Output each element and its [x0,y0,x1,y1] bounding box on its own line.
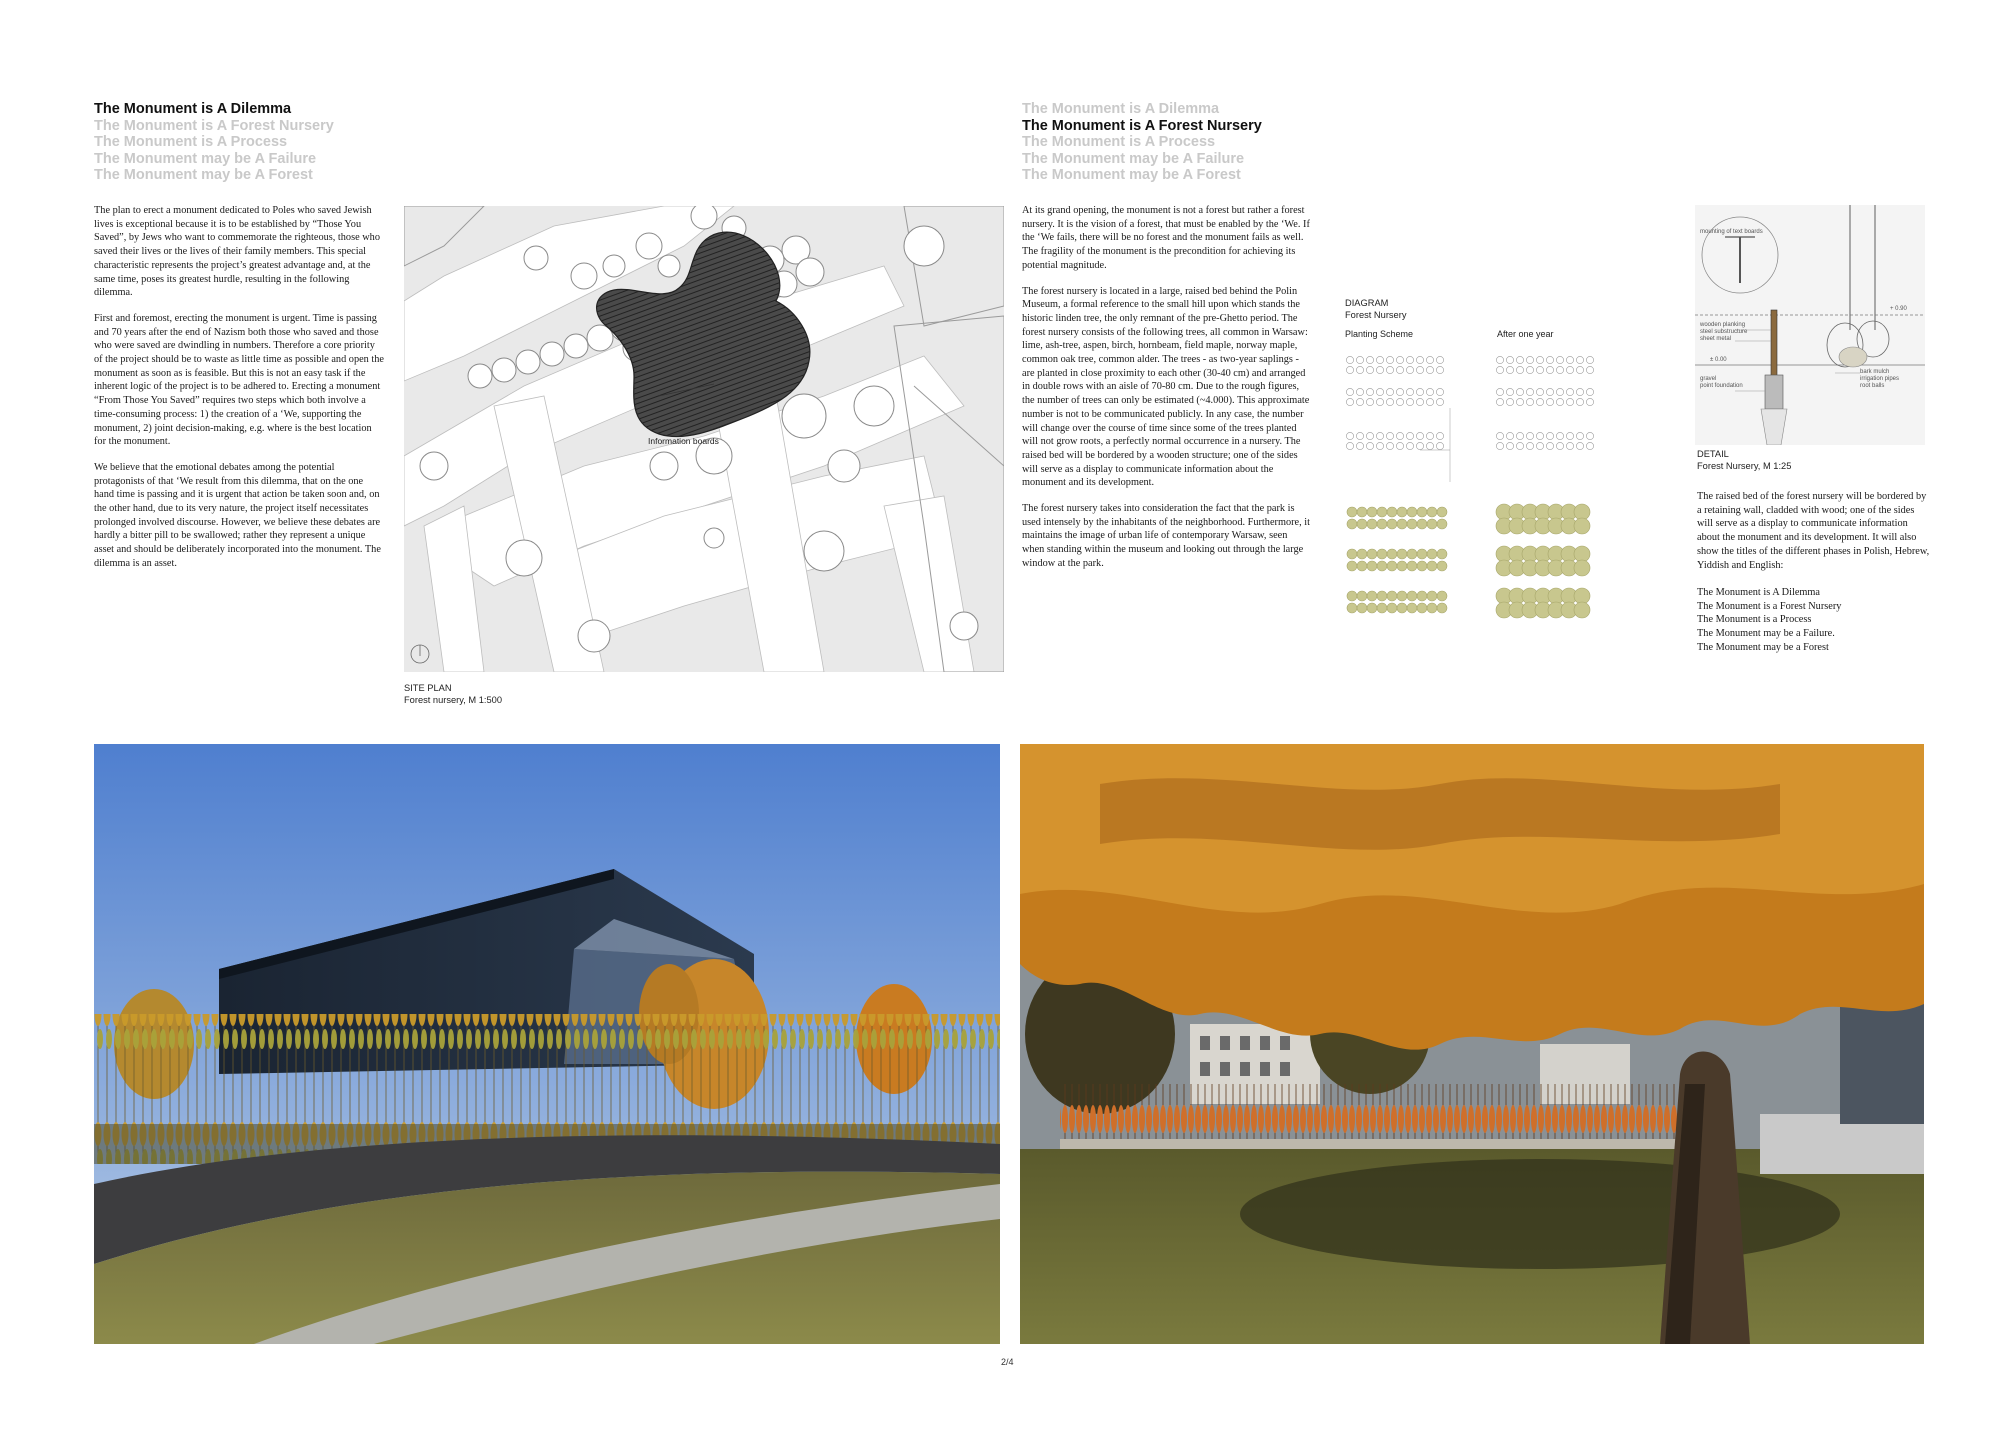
year-sapling [1516,432,1523,439]
scheme-sapling [1406,442,1413,449]
right-phase-4: The Monument may be A Failure [1022,150,1245,167]
year-sapling-filled [1574,546,1590,562]
scheme-sapling-filled [1437,591,1447,601]
right-phase-list [1022,101,1262,184]
left-body-text [94,204,384,583]
detail-phase-list [1697,586,1841,655]
left-phase-list [94,101,334,184]
year-sapling [1496,432,1503,439]
site-plan-caption [404,683,502,706]
scheme-sapling [1346,366,1353,373]
scheme-sapling [1396,388,1403,395]
scheme-sapling-filled [1387,603,1397,613]
scheme-sapling [1346,432,1353,439]
scheme-sapling-filled [1397,603,1407,613]
scheme-sapling-filled [1367,519,1377,529]
scheme-sapling-filled [1397,519,1407,529]
year-sapling [1506,398,1513,405]
scheme-sapling-filled [1417,591,1427,601]
left-paragraph-1: The plan to erect a monument dedicated to Poles who saved Jewish lives is exceptional because it is to be established by “Those You Saved”, by Jews who want to commemorate the righteous, those who saved their lives or the lives of their family members. This special characteristic represents the project’s greatest advantage and, at the same time, poses its greatest hurdle, resulting in the following dilemma. [94,205,380,299]
left-phase-4: The Monument may be A Failure [94,150,317,167]
year-sapling [1526,366,1533,373]
scheme-sapling [1436,398,1443,405]
scheme-sapling-filled [1407,561,1417,571]
scheme-sapling-filled [1387,561,1397,571]
scheme-sapling [1356,366,1363,373]
year-sapling [1536,388,1543,395]
scheme-sapling-filled [1367,603,1377,613]
year-sapling [1536,366,1543,373]
year-sapling [1566,398,1573,405]
scheme-sapling-filled [1407,591,1417,601]
scheme-sapling-filled [1347,603,1357,613]
right-paragraph-3: The forest nursery takes into consideration the fact that the park is used intensely by the inhabitants of the neighborhood. Furthermore, it maintains the image of urban life of contemporary Warsaw, seen when standing within the museum and looking out through the large window at the park. [1022,503,1310,569]
scheme-sapling-filled [1367,507,1377,517]
year-sapling [1566,356,1573,363]
scheme-sapling [1376,442,1383,449]
scheme-sapling [1426,356,1433,363]
scheme-sapling-filled [1347,549,1357,559]
year-sapling [1556,398,1563,405]
scheme-sapling-filled [1387,507,1397,517]
scheme-sapling [1396,432,1403,439]
scheme-sapling [1366,432,1373,439]
scheme-sapling-filled [1417,507,1427,517]
year-sapling [1526,356,1533,363]
scheme-sapling-filled [1397,507,1407,517]
year-sapling [1516,442,1523,449]
detail-label-level-zero: ± 0.00 [1710,357,1727,363]
year-sapling [1566,442,1573,449]
detail-label-gravel: gravel [1700,376,1717,382]
scheme-sapling [1346,388,1353,395]
year-sapling [1506,442,1513,449]
scheme-sapling [1406,366,1413,373]
scheme-sapling-filled [1357,603,1367,613]
scheme-sapling-filled [1347,561,1357,571]
scheme-sapling [1366,388,1373,395]
scheme-sapling [1396,356,1403,363]
scheme-sapling-filled [1367,591,1377,601]
page-number: 2/4 [1001,1357,1014,1367]
year-sapling [1586,356,1593,363]
scheme-sapling-filled [1397,591,1407,601]
year-sapling [1496,356,1503,363]
year-sapling [1556,356,1563,363]
diagram-title: DIAGRAM [1345,298,1389,308]
scheme-sapling-filled [1387,549,1397,559]
year-sapling-filled [1574,518,1590,534]
scheme-sapling [1376,398,1383,405]
year-sapling [1526,442,1533,449]
scheme-sapling [1376,432,1383,439]
scheme-sapling-filled [1427,549,1437,559]
scheme-sapling-filled [1357,591,1367,601]
year-sapling [1496,388,1503,395]
scheme-sapling-filled [1417,549,1427,559]
year-sapling [1546,398,1553,405]
scheme-sapling [1376,388,1383,395]
detail-phase-2: The Monument is a Forest Nursery [1697,600,1842,612]
year-sapling [1556,388,1563,395]
left-phase-2: The Monument is A Forest Nursery [94,117,334,134]
scheme-sapling [1346,398,1353,405]
scheme-sapling-filled [1397,561,1407,571]
scheme-sapling-filled [1417,603,1427,613]
right-body-text [1022,204,1312,583]
scheme-sapling [1366,366,1373,373]
year-sapling [1546,366,1553,373]
scheme-sapling [1386,432,1393,439]
scheme-sapling-filled [1437,507,1447,517]
detail-paragraph: The raised bed of the forest nursery will be bordered by a retaining wall, cladded with wood; one of the sides will serve as a display to communicate information about the monument and its development. It will also show the titles of the different phases in Polish, Hebrew, Yiddish and English: [1697,491,1930,571]
scheme-sapling-filled [1437,603,1447,613]
scheme-sapling [1426,388,1433,395]
year-sapling [1586,442,1593,449]
year-sapling [1496,442,1503,449]
scheme-sapling-filled [1397,549,1407,559]
scheme-sapling-filled [1347,519,1357,529]
right-phase-2: The Monument is A Forest Nursery [1022,117,1262,134]
scheme-sapling-filled [1437,549,1447,559]
scheme-sapling-filled [1427,561,1437,571]
detail-title: DETAIL [1697,449,1729,459]
scheme-sapling [1376,366,1383,373]
scheme-sapling-filled [1387,591,1397,601]
detail-label-mulch: bark mulch [1860,369,1890,375]
scheme-sapling [1386,388,1393,395]
detail-phase-5: The Monument may be a Forest [1697,641,1829,653]
scheme-sapling-filled [1407,549,1417,559]
scheme-sapling-filled [1427,519,1437,529]
year-sapling [1536,398,1543,405]
scheme-sapling-filled [1427,507,1437,517]
year-sapling [1556,432,1563,439]
scheme-sapling-filled [1387,519,1397,529]
scheme-sapling [1426,366,1433,373]
scheme-sapling-filled [1367,561,1377,571]
scheme-sapling [1406,356,1413,363]
planting-diagram-marks [1346,356,1593,618]
rendering-museum-view [94,744,1000,1344]
scheme-sapling [1426,442,1433,449]
rendering-tree-view [1020,744,1924,1344]
scheme-sapling [1346,356,1353,363]
scheme-sapling-filled [1407,507,1417,517]
scheme-sapling [1416,388,1423,395]
detail-label-steel: steel substructure [1700,329,1748,335]
scheme-sapling [1356,398,1363,405]
scheme-sapling [1406,432,1413,439]
scheme-sapling [1386,398,1393,405]
detail-caption [1697,449,1791,472]
scheme-sapling [1386,366,1393,373]
year-sapling [1506,432,1513,439]
scheme-sapling [1416,442,1423,449]
detail-subtitle: Forest Nursery, M 1:25 [1697,460,1792,471]
scheme-sapling [1366,398,1373,405]
detail-label-foundation: point foundation [1700,383,1743,389]
scheme-sapling [1386,356,1393,363]
scheme-sapling-filled [1357,549,1367,559]
right-phase-3: The Monument is A Process [1022,134,1216,150]
diagram-subtitle: Forest Nursery [1345,309,1407,320]
scheme-sapling-filled [1347,591,1357,601]
scheme-sapling [1406,398,1413,405]
year-sapling [1506,356,1513,363]
detail-phase-4: The Monument may be a Failure. [1697,628,1835,640]
scheme-sapling-filled [1377,591,1387,601]
scheme-sapling [1356,356,1363,363]
detail-label-mounting: mounting of text boards [1700,229,1763,235]
scheme-sapling-filled [1347,507,1357,517]
scheme-sapling-filled [1377,507,1387,517]
scheme-sapling [1366,356,1373,363]
detail-label-level-top: + 0.90 [1890,306,1907,312]
year-sapling [1516,366,1523,373]
right-paragraph-2: The forest nursery is located in a large, raised bed behind the Polin Museum, a formal reference to the small hill upon which stands the historic linden tree, the only remnant of the pre-Ghetto period. The forest nursery consists of the following trees, all common in Warsaw: lime, ash-tree, aspen, birch, hornbeam, field maple, norway maple, common oak tree, common alder. The trees - as two-year saplings - are planted in close proximity to each other (30-40 cm) and arranged in double rows with an aisle of 70-80 cm. Due to the rough figures, the number of trees can only be estimated (~4.000). This approximate number is not to be communicated publicly. In any case, the number will change over the course of time since some of the trees planted will not grow roots, a perfectly normal occurrence in a nursery. The raised bed will be bordered by a wooden structure; one of the sides will serve as a display to communicate information about the monument and its development. [1022,285,1310,489]
year-sapling [1546,442,1553,449]
year-sapling [1546,432,1553,439]
year-sapling [1576,356,1583,363]
year-sapling [1536,356,1543,363]
left-phase-3: The Monument is A Process [94,134,288,150]
scheme-sapling-filled [1427,591,1437,601]
scheme-sapling-filled [1437,561,1447,571]
left-paragraph-3: We believe that the emotional debates among the potential protagonists of that ‘We result from this dilemma, that on the one hand time is passing and it is urgent that action be taken soon and, on the other hand, due to its very nature, the project itself necessitates prolonged involved discourse. However, we believe these debates are hardly a bitter pill to be swallowed; rather they represent a unique asset and should be deliberately incorporated into the monument. The dilemma is an asset. [94,461,381,569]
scheme-sapling [1426,432,1433,439]
detail-body-text [1697,490,1932,584]
year-sapling-filled [1574,602,1590,618]
year-sapling [1586,366,1593,373]
year-sapling [1566,432,1573,439]
left-paragraph-2: First and foremost, erecting the monument is urgent. Time is passing and 70 years after the end of Nazism both those who saved and those who were saved are dwindling in numbers. Therefore a core priority of the project should be to waste as little time as possible and open the monument as soon as is feasible. But this is not an easy task if the inherent logic of the project is to be adhered to. Erecting a monument “From Those You Saved” requires two steps which both involve a time-consuming process: 1) the creation of a ‘We, supporting the monument, 2) joint decision-making, e.g. where is the best location for the monument. [94,312,384,448]
year-sapling [1526,398,1533,405]
detail-label-irrigation: irrigation pipes [1860,376,1900,382]
scheme-sapling-filled [1377,561,1387,571]
year-sapling [1536,442,1543,449]
scheme-sapling-filled [1427,603,1437,613]
scheme-sapling-filled [1377,549,1387,559]
scheme-sapling-filled [1377,519,1387,529]
scheme-sapling [1346,442,1353,449]
year-sapling [1496,366,1503,373]
year-sapling [1546,388,1553,395]
year-sapling [1556,366,1563,373]
year-sapling [1576,388,1583,395]
year-sapling [1566,366,1573,373]
detail-label-planking: wooden planking [1700,322,1746,328]
year-sapling [1516,356,1523,363]
scheme-sapling [1356,388,1363,395]
scheme-sapling [1426,398,1433,405]
scheme-sapling-filled [1357,519,1367,529]
scheme-sapling-filled [1377,603,1387,613]
scheme-sapling [1376,356,1383,363]
year-sapling [1576,432,1583,439]
right-paragraph-1: At its grand opening, the monument is not a forest but rather a forest nursery. It is the vision of a forest, that must be enabled by the ‘We. If the ‘We fails, there will be no forest and the monument fails as well. The fragility of the monument is the precondition for achieving its potential magnitude. [1022,205,1310,271]
diagram-col2-label: After one year [1497,329,1554,339]
year-sapling [1536,432,1543,439]
scheme-sapling [1436,442,1443,449]
year-sapling [1586,432,1593,439]
year-sapling [1576,366,1583,373]
scheme-sapling-filled [1437,519,1447,529]
scheme-sapling [1416,432,1423,439]
year-sapling-filled [1574,560,1590,576]
planting-diagram [1340,350,1660,635]
site-plan [404,206,1004,672]
detail-label-rootballs: root balls [1860,383,1885,389]
scheme-sapling [1396,366,1403,373]
year-sapling [1586,388,1593,395]
scheme-sapling-filled [1357,561,1367,571]
scheme-sapling-filled [1417,561,1427,571]
diagram-caption [1345,298,1406,321]
year-sapling [1576,442,1583,449]
scheme-sapling [1416,366,1423,373]
scheme-sapling [1406,388,1413,395]
diagram-col1-label: Planting Scheme [1345,329,1414,339]
scheme-sapling-filled [1407,603,1417,613]
site-plan-caption-sub: Forest nursery, M 1:500 [404,694,502,705]
year-sapling [1516,398,1523,405]
right-phase-5: The Monument may be A Forest [1022,167,1241,183]
scheme-sapling [1436,388,1443,395]
year-sapling [1496,398,1503,405]
scheme-sapling-filled [1417,519,1427,529]
year-sapling [1526,388,1533,395]
scheme-sapling [1356,442,1363,449]
year-sapling [1566,388,1573,395]
scheme-sapling [1416,398,1423,405]
scheme-sapling [1416,356,1423,363]
year-sapling-filled [1574,588,1590,604]
scheme-sapling [1396,442,1403,449]
scheme-sapling [1356,432,1363,439]
scheme-sapling [1436,366,1443,373]
year-sapling [1576,398,1583,405]
scheme-sapling [1436,432,1443,439]
scheme-sapling [1386,442,1393,449]
site-plan-caption-title: SITE PLAN [404,683,452,693]
year-sapling-filled [1574,504,1590,520]
right-phase-1: The Monument is A Dilemma [1022,101,1220,117]
scheme-sapling [1366,442,1373,449]
scheme-sapling-filled [1407,519,1417,529]
information-boards-label: Information boards [648,436,719,446]
scheme-sapling [1396,398,1403,405]
year-sapling [1516,388,1523,395]
scheme-sapling-filled [1357,507,1367,517]
left-phase-5: The Monument may be A Forest [94,167,313,183]
detail-label-sheet: sheet metal [1700,336,1732,342]
year-sapling [1506,388,1513,395]
scheme-sapling [1436,356,1443,363]
detail-phase-3: The Monument is a Process [1697,614,1812,626]
scheme-sapling-filled [1367,549,1377,559]
detail-phase-1: The Monument is A Dilemma [1697,587,1820,598]
left-phase-1: The Monument is A Dilemma [94,101,292,117]
year-sapling [1586,398,1593,405]
year-sapling [1556,442,1563,449]
year-sapling [1546,356,1553,363]
year-sapling [1526,432,1533,439]
year-sapling [1506,366,1513,373]
